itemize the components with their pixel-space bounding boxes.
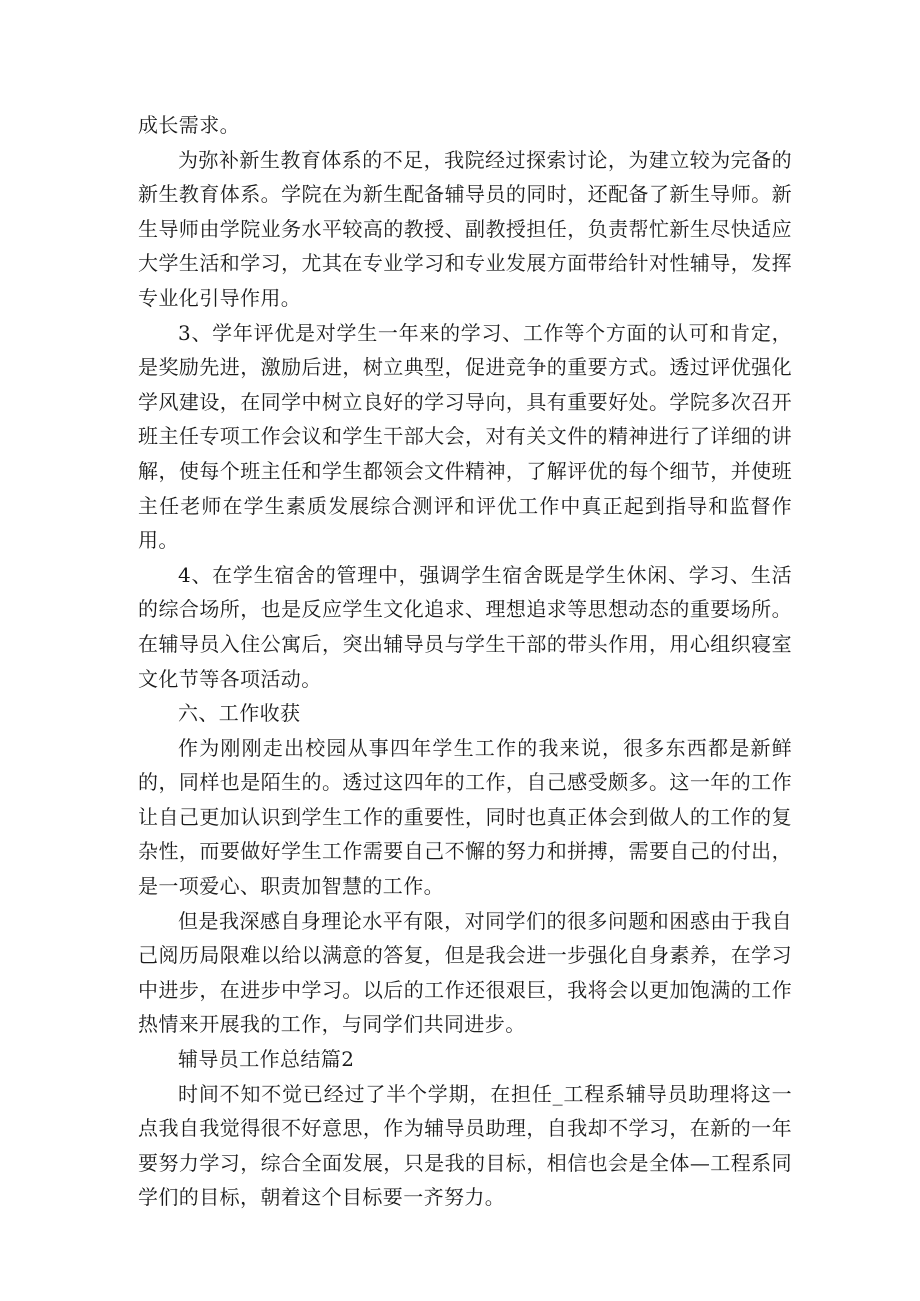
article-title-summary-2: 辅导员工作总结篇2 — [178, 1047, 355, 1072]
body-paragraph-annual-evaluation: 3、学年评优是对学生一年来的学习、工作等个方面的认可和肯定，是奖励先进，激励后进，树立典型，促进竞争的重要方式。透过评优强化学风建设，在同学中树立良好的学习导向，具有重要好处。学院多次召开班主任专项工作会议和学生干部大会，对有关文件的精神进行了详细的讲解，使每个班主任和学生都领会文件精神，了解评优的每个细节，并使班主任老师在学生素质发展综合测评和评优工作中真正起到指导和监督作用。 — [138, 320, 792, 553]
body-paragraph-mentor-system: 为弥补新生教育体系的不足，我院经过探索讨论，为建立较为完备的新生教育体系。学院在为新生配备辅导员的同时，还配备了新生导师。新生导师由学院业务水平较高的教授、副教授担任，负责帮忙新生尽快适应大学生活和学习，尤其在专业学习和专业发展方面带给针对性辅导，发挥专业化引导作用。 — [138, 147, 792, 310]
section-heading-work-gains: 六、工作收获 — [178, 701, 301, 726]
body-paragraph-assistant-intro: 时间不知不觉已经过了半个学期，在担任_工程系辅导员助理将这一点我自我觉得很不好意思，作为辅导员助理，自我却不学习，在新的一年要努力学习，综合全面发展，只是我的目标，相信也会是全体—工程系同学们的目标，朝着这个目标要一齐努力。 — [138, 1081, 792, 1210]
continuation-paragraph: 成长需求。 — [138, 113, 240, 137]
document-body — [138, 108, 792, 1215]
body-paragraph-dormitory-management: 4、在学生宿舍的管理中，强调学生宿舍既是学生休闲、学习、生活的综合场所，也是反应学生文化追求、理想追求等思想动态的重要场所。在辅导员入住公寓后，突出辅导员与学生干部的带头作用，用心组织寝室文化节等各项活动。 — [138, 562, 792, 691]
body-paragraph-work-experience: 作为刚刚走出校园从事四年学生工作的我来说，很多东西都是新鲜的，同样也是陌生的。透过这四年的工作，自己感受颇多。这一年的工作让自己更加认识到学生工作的重要性，同时也真正体会到做人的工作的复杂性，而要做好学生工作需要自己不懈的努力和拼搏，需要自己的付出，是一项爱心、职责加智慧的工作。 — [138, 735, 792, 899]
body-paragraph-self-reflection: 但是我深感自身理论水平有限，对同学们的很多问题和困惑由于我自己阅历局限难以给以满意的答复，但是我会进一步强化自身素养，在学习中进步，在进步中学习。以后的工作还很艰巨，我将会以更加饱满的工作热情来开展我的工作，与同学们共同进步。 — [138, 908, 792, 1037]
